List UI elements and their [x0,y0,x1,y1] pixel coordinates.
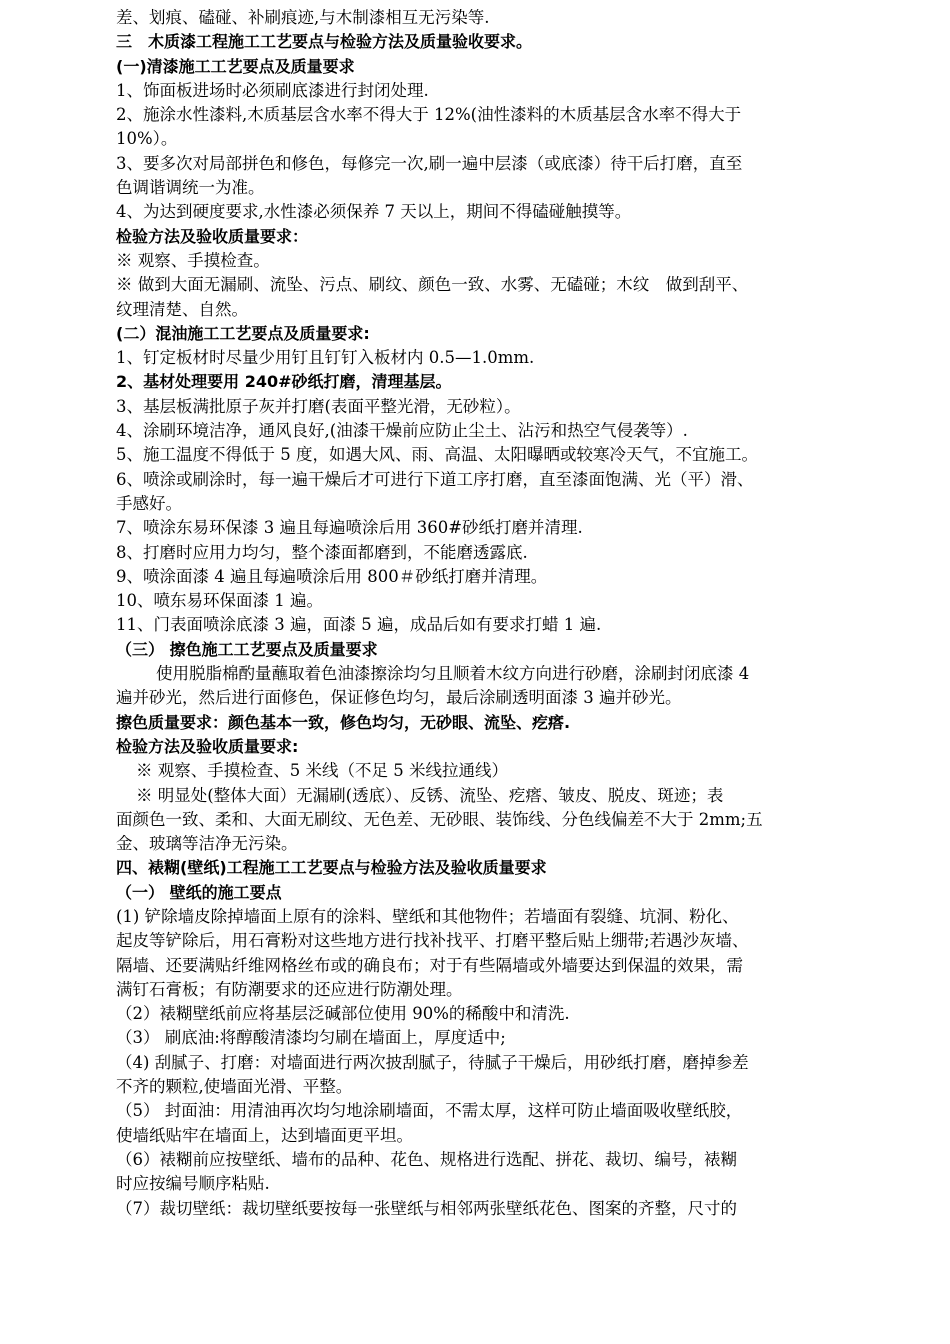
section-heading: 三 木质漆工程施工工艺要点与检验方法及质量验收要求。 [116,32,533,52]
section-heading: (二）混油施工工艺要点及质量要求: [116,323,370,343]
text-line: 使墙纸贴牢在墙面上，达到墙面更平坦。 [116,1125,413,1145]
text-line: 4、涂刷环境洁净，通风良好,(油漆干燥前应防止尘土、沾污和热空气侵袭等）. [116,421,688,441]
text-line: 起皮等铲除后，用石膏粉对这些地方进行找补找平、打磨平整后贴上绷带;若遇沙灰墙、 [116,931,749,951]
text-line: ※ 做到大面无漏刷、流坠、污点、刷纹、颜色一致、水雾、无磕碰；木纹 做到刮平、 [116,275,749,295]
text-line: 10%）。 [116,129,178,149]
text-line: 不齐的颗粒,使墙面光滑、平整。 [116,1077,353,1097]
section-heading: 检验方法及验收质量要求： [116,226,309,246]
document-page [116,6,856,1221]
text-line: 6、喷涂或刷涂时，每一遍干燥后才可进行下道工序打磨，直至漆面饱满、光（平）滑、 [116,469,754,489]
text-line: 11、门表面喷涂底漆 3 遍，面漆 5 遍，成品后如有要求打蜡 1 遍. [116,615,602,635]
text-line: 3、基层板满批原子灰并打磨(表面平整光滑，无砂粒）。 [116,396,521,416]
text-line: 遍并砂光，然后进行面修色，保证修色均匀，最后涂刷透明面漆 3 遍并砂光。 [116,688,682,708]
text-line: 色调谐调统一为准。 [116,178,265,198]
section-heading: 检验方法及验收质量要求: [116,736,299,756]
section-heading: （三） 擦色施工工艺要点及质量要求 [116,639,378,659]
text-line: ※ 明显处(整体大面）无漏刷(透底）、反锈、流坠、疙瘩、皱皮、脱皮、斑迹；表 [136,785,724,805]
text-line: （2）裱糊壁纸前应将基层泛碱部位使用 90%的稀酸中和清洗. [116,1004,570,1024]
text-line: （7）裁切壁纸：裁切壁纸要按每一张壁纸与相邻两张壁纸花色、图案的齐整，尺寸的 [116,1198,737,1218]
text-line: 8、打磨时应用力均匀，整个漆面都磨到，不能磨透露底. [116,542,528,562]
text-line: 4、为达到硬度要求,水性漆必须保养 7 天以上，期间不得磕碰触摸等。 [116,202,632,222]
text-line: 满钉石膏板；有防潮要求的还应进行防潮处理。 [116,979,463,999]
text-line: ※ 观察、手摸检查。 [116,250,270,270]
text-line: 2、施涂水性漆料,木质基层含水率不得大于 12%(油性漆料的木质基层含水率不得大于 [116,105,742,125]
text-line: 差、划痕、磕碰、补刷痕迹,与木制漆相互无污染等. [116,8,490,27]
text-line: 1、饰面板进场时必须刷底漆进行封闭处理. [116,80,429,100]
text-line: ※ 观察、手摸检查、5 米线（不足 5 米线拉通线） [136,761,508,781]
text-line: 9、喷涂面漆 4 遍且每遍喷涂后用 800＃砂纸打磨并清理。 [116,566,548,586]
text-line: （6）裱糊前应按壁纸、墙布的品种、花色、规格进行选配、拼花、裁切、编号，裱糊 [116,1149,737,1169]
text-line: （3） 刷底油:将醇酸清漆均匀刷在墙面上，厚度适中; [116,1028,506,1048]
text-line: （5） 封面油：用清油再次均匀地涂刷墙面，不需太厚，这样可防止墙面吸收壁纸胶， [116,1101,743,1121]
section-heading: (一)清漆施工工艺要点及质量要求 [116,56,355,76]
text-line: 面颜色一致、柔和、大面无刷纹、无色差、无砂眼、装饰线、分色线偏差不大于 2mm;五 [116,809,763,829]
text-line: 时应按编号顺序粘贴. [116,1174,270,1194]
text-line: 手感好。 [116,493,182,513]
text-line: 3、要多次对局部拼色和修色，每修完一次,刷一遍中层漆（或底漆）待干后打磨，直至 [116,153,743,173]
section-heading: 2、基材处理要用 240#砂纸打磨，清理基层。 [116,372,452,392]
text-line: 使用脱脂棉酌量蘸取着色油漆擦涂均匀且顺着木纹方向进行砂磨，涂刷封闭底漆 4 [156,664,750,684]
text-line: 5、施工温度不得低于 5 度，如遇大风、雨、高温、太阳曝晒或较寒冷天气，不宜施工。 [116,445,758,465]
text-line: 纹理清楚、自然。 [116,299,248,319]
text-line: 隔墙、还要满贴纤维网格丝布或的确良布；对于有些隔墙或外墙要达到保温的效果，需 [116,955,743,975]
section-heading: （一） 壁纸的施工要点 [116,882,282,902]
section-heading: 擦色质量要求：颜色基本一致，修色均匀，无砂眼、流坠、疙瘩. [116,712,571,732]
text-line: 1、钉定板材时尽量少用钉且钉钉入板材内 0.5—1.0mm. [116,348,535,368]
section-heading: 四、裱糊(壁纸)工程施工工艺要点与检验方法及验收质量要求 [116,858,547,878]
text-line: 10、喷东易环保面漆 1 遍。 [116,591,323,611]
text-line: （4) 刮腻子、打磨：对墙面进行两次披刮腻子，待腻子干燥后，用砂纸打磨，磨掉参差 [116,1052,749,1072]
text-line: 金、玻璃等洁净无污染。 [116,834,298,854]
text-line: 7、喷涂东易环保漆 3 遍且每遍喷涂后用 360#砂纸打磨并清理. [116,518,583,538]
text-line: (1) 铲除墙皮除掉墙面上原有的涂料、壁纸和其他物件；若墙面有裂缝、坑洞、粉化、 [116,906,739,926]
